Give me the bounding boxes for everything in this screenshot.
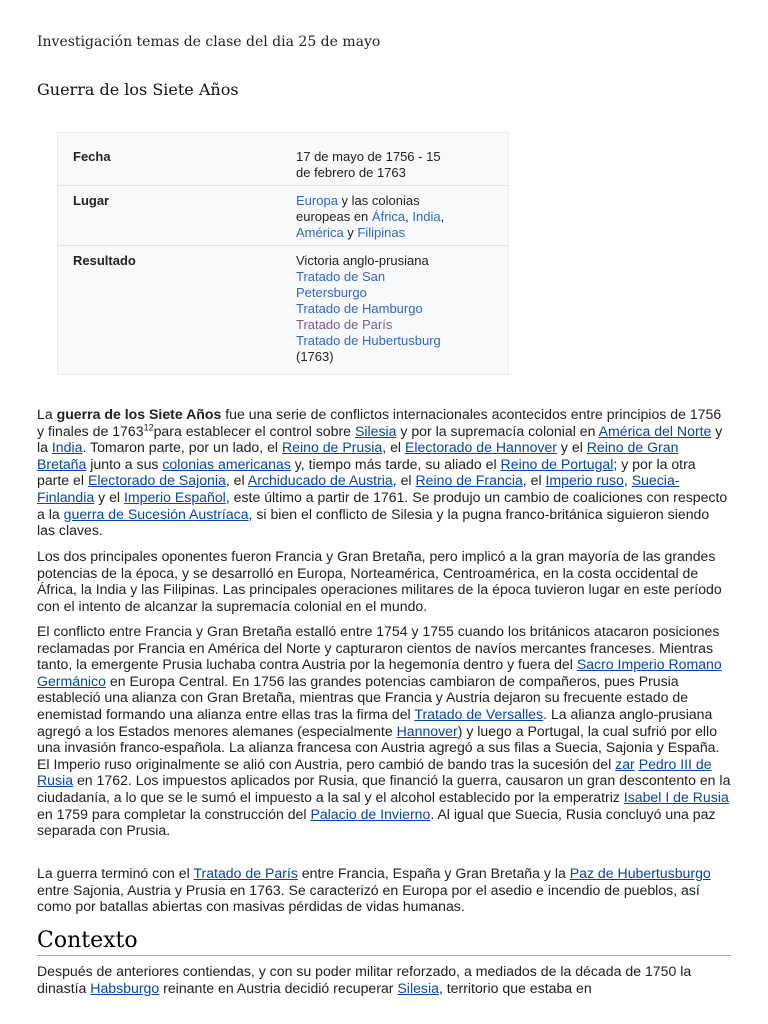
link-paz-de-hubertusburgo[interactable]: Paz de Hubertusburgo <box>569 865 711 881</box>
bold-term: guerra de los Siete Años <box>56 406 222 422</box>
link-isabel-i-de-rusia[interactable]: Isabel I de Rusia <box>623 788 729 805</box>
fecha-line-2: de febrero de 1763 <box>296 165 406 180</box>
text: entre Sajonia, Austria y Prusia en 1763. Se caracterizó en Europa por el asedio e incendio de pueblos, así como por batallas abiertas con masivas pérdidas de vidas humanas. <box>37 881 700 915</box>
link-reino-de-gran-bretana[interactable]: Reino de Gran Bretaña <box>37 439 679 472</box>
link-pedro-iii-de-rusia[interactable]: Pedro III de Rusia <box>37 755 712 789</box>
link-tratado-san-petersburgo-2[interactable]: Petersburgo <box>296 285 367 300</box>
text: , el <box>522 472 546 489</box>
link-reino-de-francia[interactable]: Reino de Francia <box>415 472 523 489</box>
text: y el <box>556 439 587 456</box>
link-silesia[interactable]: Silesia <box>354 422 397 439</box>
link-europa[interactable]: Europa <box>296 193 338 208</box>
link-india[interactable]: India <box>51 439 83 456</box>
link-india[interactable]: India <box>412 209 441 224</box>
link-colonias-americanas[interactable]: colonias americanas <box>162 455 291 472</box>
lugar-text: europeas en <box>296 209 372 224</box>
footnote-ref[interactable]: 12 <box>143 421 154 432</box>
text: fue una serie de conflictos internacionales acontecidos entre principios de 1756 y finales de 1763 <box>37 406 722 439</box>
text: y la <box>37 422 723 456</box>
text: y por la supremacía colonial en <box>396 422 599 439</box>
link-tratado-hamburgo[interactable]: Tratado de Hamburgo <box>296 301 423 316</box>
text: junto a sus <box>86 455 163 472</box>
document-title: Guerra de los Siete Años <box>37 80 239 99</box>
text: entre Francia, España y Gran Bretaña y la <box>297 865 570 881</box>
infobox-value-resultado <box>296 253 496 365</box>
infobox-label-fecha: Fecha <box>73 149 111 164</box>
text: . Tomaron parte, por un lado, el <box>82 439 282 456</box>
resultado-year: (1763) <box>296 349 334 364</box>
infobox-label-resultado: Resultado <box>73 253 136 268</box>
text: . Al igual que Suecia, Rusia concluyó una paz separada con Prusia. <box>37 805 716 839</box>
text: para establecer el control sobre <box>153 422 355 439</box>
link-america[interactable]: América <box>296 225 344 240</box>
link-imperio-ruso[interactable]: Imperio ruso <box>545 472 624 489</box>
link-hannover[interactable]: Hannover <box>396 722 458 739</box>
text: , si bien el conflicto de Silesia y la pugna franco-británica siguieron siendo las claves. <box>37 505 710 539</box>
text: ) y luego a Portugal, la cual sufrió por ello una invasión franco-española. La alianza francesa con Austria agregó a sus filas a Suecia, Sajonia y España. El Imperio ruso originalmente se alió con Austria, pero cambió de bando tras la sucesión del <box>37 722 720 772</box>
paragraph-contexto <box>37 963 731 996</box>
infobox-value-lugar: Europa y las colonias europeas en África, India, América y Filipinas <box>296 193 445 240</box>
text: Después de anteriores contiendas, y con su poder militar reforzado, a mediados de la década de 1750 la dinastía <box>37 963 692 996</box>
infobox-separator <box>58 245 508 246</box>
text: en 1759 para completar la construcción del <box>37 805 311 822</box>
paragraph-intro <box>37 406 731 539</box>
link-zar[interactable]: zar <box>615 755 635 772</box>
infobox-separator <box>58 185 508 186</box>
text: , <box>623 472 632 489</box>
infobox-label-lugar: Lugar <box>73 193 110 208</box>
link-sacro-imperio[interactable]: Sacro Imperio Romano Germánico <box>37 656 722 689</box>
text: , el <box>382 439 405 456</box>
link-silesia[interactable]: Silesia <box>397 979 439 996</box>
lugar-text: y las colonias <box>337 193 420 208</box>
text: La guerra terminó con el <box>37 865 194 881</box>
text: ; y por la otra parte el <box>37 455 696 489</box>
resultado-victoria: Victoria anglo-prusiana <box>296 253 429 268</box>
text: El conflicto entre Francia y Gran Bretaña estalló entre 1754 y 1755 cuando los británicos atacaron posiciones reclamadas por Francia en América del Norte y capturaron cientos de navíos mercantes franceses. Mientras tanto, la emergente Prusia luchaba contra Austria por la hegemonía dentro y fuera del <box>37 623 720 673</box>
text: , este último a partir de 1761. Se produjo un cambio de coaliciones con respecto a la <box>37 488 728 522</box>
link-tratado-hubertusburg[interactable]: Tratado de Hubertusburg <box>296 333 441 348</box>
link-guerra-de-sucesion-austriaca[interactable]: guerra de Sucesión Austríaca <box>63 505 249 522</box>
text: . La alianza anglo-prusiana agregó a los Estados menores alemanes (especialmente <box>37 705 713 739</box>
paragraph-final <box>37 865 731 915</box>
link-palacio-de-invierno[interactable]: Palacio de Invierno <box>310 805 431 822</box>
text: , el <box>392 472 416 489</box>
link-electorado-de-sajonia[interactable]: Electorado de Sajonia <box>87 472 226 489</box>
link-america-del-norte[interactable]: América del Norte <box>598 422 712 439</box>
text: , el <box>225 472 248 489</box>
link-habsburgo[interactable]: Habsburgo <box>90 979 160 996</box>
paragraph-oponentes: Los dos principales oponentes fueron Francia y Gran Bretaña, pero implicó a la gran mayoría de las grandes potencias de la época, y se desarrolló en Europa, Norteamérica, Centroamérica, en la costa occidental de África, la India y las Filipinas. Las principales operaciones militares de la época tuvieron lugar en este período con el intento de alcanzar la supremacía colonial en el mundo. <box>37 548 722 614</box>
text: La <box>37 406 57 422</box>
fecha-line-1: 17 de mayo de 1756 - 15 <box>296 149 441 164</box>
text: en Europa Central. En 1756 las grandes potencias cambiaron de compañeros, pues Prusia estableció una alianza con Gran Bretaña, mientras que Francia y Austria dejaron su frecuente estado de enemistad formando una alianza entre ellas tras la firma del <box>37 672 689 722</box>
infobox-value-fecha <box>296 149 496 181</box>
link-reino-de-portugal[interactable]: Reino de Portugal <box>500 455 614 472</box>
link-tratado-paris[interactable]: Tratado de París <box>296 317 393 332</box>
link-reino-de-prusia[interactable]: Reino de Prusia <box>281 439 383 456</box>
link-tratado-san-petersburgo-1[interactable]: Tratado de San <box>296 269 386 284</box>
link-imperio-espanol[interactable]: Imperio Español <box>123 488 226 505</box>
link-tratado-de-paris[interactable]: Tratado de París <box>193 865 298 881</box>
section-heading-contexto: Contexto <box>37 928 731 956</box>
link-suecia-finlandia[interactable]: Suecia-Finlandia <box>37 472 680 505</box>
text: , territorio que estaba en <box>438 979 592 996</box>
link-archiducado-de-austria[interactable]: Archiducado de Austria <box>247 472 393 489</box>
paragraph-conflicto <box>37 623 731 839</box>
infobox <box>57 132 509 375</box>
text: en 1762. Los impuestos aplicados por Rusia, que financió la guerra, causaron un gran descontento en la ciudadanía, a lo que se le sumó el impuesto a la sal y el alcohol establecido por la emperatriz <box>37 772 731 805</box>
link-tratado-de-versalles[interactable]: Tratado de Versalles <box>414 705 544 722</box>
link-filipinas[interactable]: Filipinas <box>357 225 406 240</box>
text: y el <box>94 488 124 505</box>
text: reinante en Austria decidió recuperar <box>159 979 398 996</box>
text: y, tiempo más tarde, su aliado el <box>290 455 501 472</box>
document-subtitle: Investigación temas de clase del dia 25 de mayo <box>37 34 381 50</box>
lugar-text: y <box>343 225 358 240</box>
link-electorado-de-hannover[interactable]: Electorado de Hannover <box>404 439 557 456</box>
link-africa[interactable]: África <box>371 209 406 224</box>
